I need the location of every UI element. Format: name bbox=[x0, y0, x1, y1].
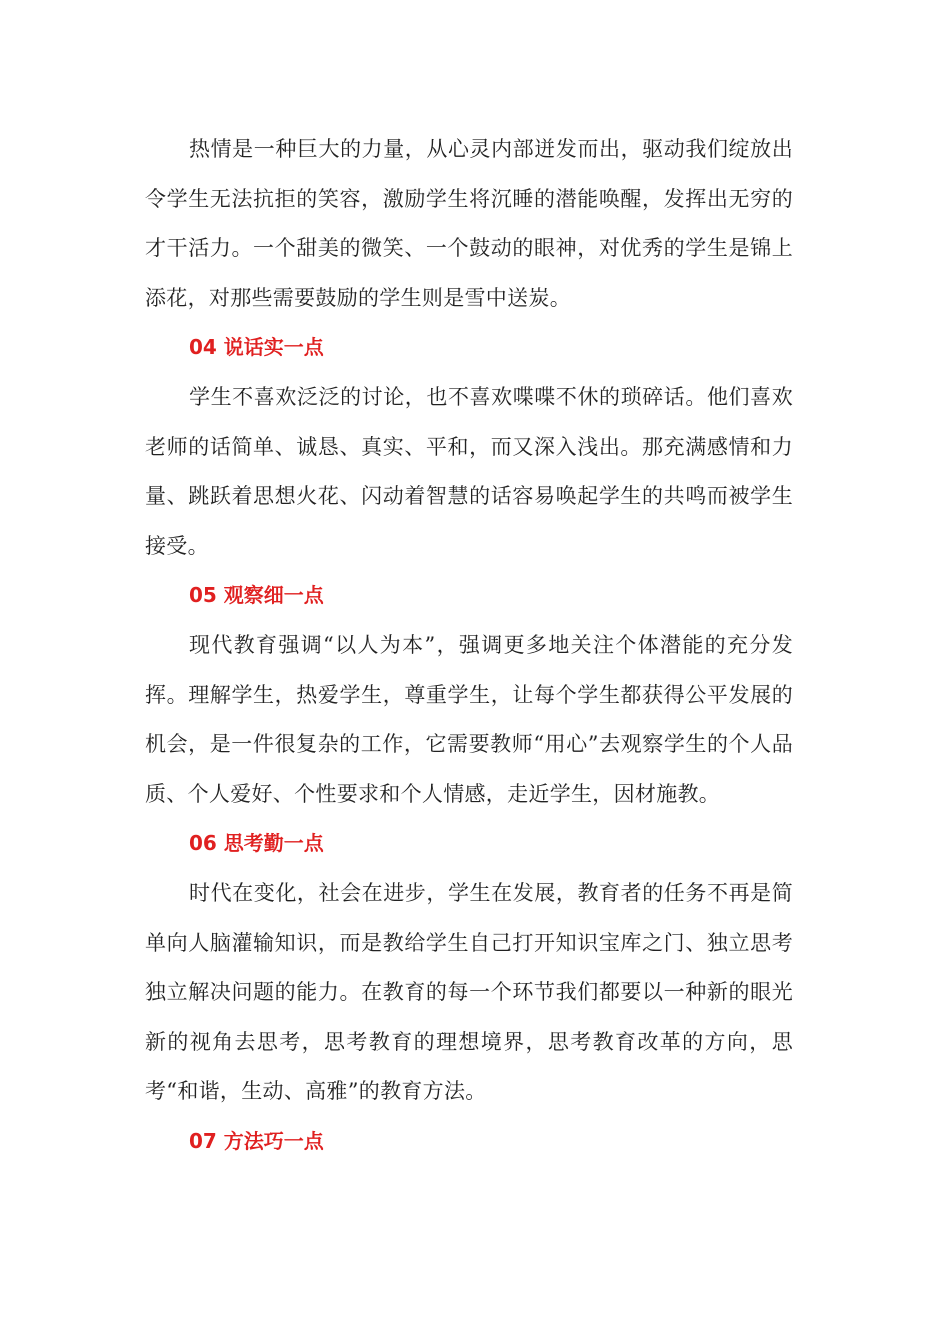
document-page bbox=[145, 125, 793, 1166]
paragraph-observe-carefully: 现代教育强调“以人为本”，强调更多地关注个体潜能的充分发挥。理解学生，热爱学生，尊重学生，让每个学生都获得公平发展的机会，是一件很复杂的工作，它需要教师“用心”去观察学生的个人品质、个人爱好、个性要求和个人情感，走近学生，因材施教。 bbox=[145, 632, 793, 806]
heading-speak-practical: 04 说话实一点 bbox=[189, 335, 324, 360]
heading-clever-methods: 07 方法巧一点 bbox=[189, 1128, 324, 1153]
heading-observe-carefully: 05 观察细一点 bbox=[189, 583, 324, 608]
paragraph-passion: 热情是一种巨大的力量，从心灵内部迸发而出，驱动我们绽放出令学生无法抗拒的笑容，激励学生将沉睡的潜能唤醒，发挥出无穷的才干活力。一个甜美的微笑、一个鼓动的眼神，对优秀的学生是锦上添花，对那些需要鼓励的学生则是雪中送炭。 bbox=[145, 137, 793, 310]
paragraph-speak-practical: 学生不喜欢泛泛的讨论，也不喜欢喋喋不休的琐碎话。他们喜欢老师的话简单、诚恳、真实、平和，而又深入浅出。那充满感情和力量、跳跃着思想火花、闪动着智慧的话容易唤起学生的共鸣而被学生接受。 bbox=[145, 384, 793, 558]
paragraph-think-diligently: 时代在变化，社会在进步，学生在发展，教育者的任务不再是简单向人脑灌输知识，而是教给学生自己打开知识宝库之门、独立思考独立解决问题的能力。在教育的每一个环节我们都要以一种新的眼光新的视角去思考，思考教育的理想境界，思考教育改革的方向，思考“和谐，生动、高雅”的教育方法。 bbox=[145, 880, 793, 1104]
heading-think-diligently: 06 思考勤一点 bbox=[189, 831, 324, 856]
